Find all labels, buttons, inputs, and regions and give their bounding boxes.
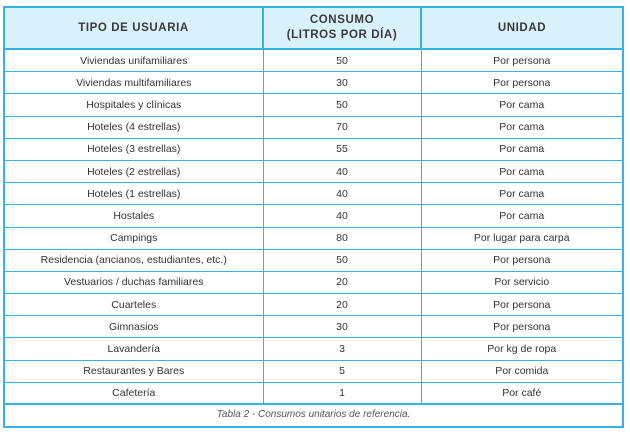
header-unidad: UNIDAD — [421, 8, 622, 49]
table-row — [5, 360, 622, 382]
table-row — [5, 138, 622, 160]
cell-consumo: 20 — [263, 294, 421, 316]
table-row — [5, 338, 622, 360]
cell-tipo: Hoteles (1 estrellas) — [5, 183, 263, 205]
cell-consumo: 55 — [263, 138, 421, 160]
table-body — [5, 49, 622, 405]
header-tipo: TIPO DE USUARIA — [5, 8, 263, 49]
header-consumo-line1: CONSUMO — [309, 14, 375, 26]
cell-consumo: 50 — [263, 94, 421, 116]
table-row — [5, 94, 622, 116]
cell-unidad: Por persona — [421, 294, 622, 316]
cell-consumo: 20 — [263, 271, 421, 293]
table-row — [5, 160, 622, 182]
cell-unidad: Por cama — [421, 138, 622, 160]
cell-tipo: Cuarteles — [5, 294, 263, 316]
cell-tipo: Cafetería — [5, 382, 263, 404]
consumption-table — [5, 8, 622, 405]
table-row — [5, 49, 622, 72]
table-header-row — [5, 8, 622, 49]
cell-unidad: Por cama — [421, 160, 622, 182]
cell-tipo: Vestuarios / duchas familiares — [5, 271, 263, 293]
cell-tipo: Hoteles (3 estrellas) — [5, 138, 263, 160]
cell-unidad: Por servicio — [421, 271, 622, 293]
table-row — [5, 72, 622, 94]
cell-consumo: 1 — [263, 382, 421, 404]
cell-consumo: 40 — [263, 160, 421, 182]
table-row — [5, 249, 622, 271]
cell-tipo: Campings — [5, 227, 263, 249]
cell-consumo: 50 — [263, 49, 421, 72]
cell-consumo: 5 — [263, 360, 421, 382]
cell-consumo: 30 — [263, 316, 421, 338]
cell-tipo: Restaurantes y Bares — [5, 360, 263, 382]
cell-unidad: Por cama — [421, 205, 622, 227]
table-row — [5, 116, 622, 138]
cell-unidad: Por comida — [421, 360, 622, 382]
table-frame — [3, 6, 624, 428]
cell-unidad: Por cama — [421, 116, 622, 138]
table-row — [5, 227, 622, 249]
cell-tipo: Viviendas multifamiliares — [5, 72, 263, 94]
cell-consumo: 40 — [263, 183, 421, 205]
cell-consumo: 70 — [263, 116, 421, 138]
cell-consumo: 3 — [263, 338, 421, 360]
table-row — [5, 382, 622, 404]
cell-unidad: Por persona — [421, 249, 622, 271]
cell-unidad: Por persona — [421, 72, 622, 94]
header-consumo — [263, 8, 421, 49]
cell-tipo: Hoteles (4 estrellas) — [5, 116, 263, 138]
cell-tipo: Hospitales y clínicas — [5, 94, 263, 116]
cell-unidad: Por kg de ropa — [421, 338, 622, 360]
cell-consumo: 80 — [263, 227, 421, 249]
cell-unidad: Por persona — [421, 49, 622, 72]
table-row — [5, 205, 622, 227]
cell-tipo: Hoteles (2 estrellas) — [5, 160, 263, 182]
cell-unidad: Por café — [421, 382, 622, 404]
cell-unidad: Por lugar para carpa — [421, 227, 622, 249]
cell-tipo: Residencia (ancianos, estudiantes, etc.) — [5, 249, 263, 271]
cell-tipo: Hostales — [5, 205, 263, 227]
cell-tipo: Lavandería — [5, 338, 263, 360]
cell-consumo: 30 — [263, 72, 421, 94]
cell-consumo: 50 — [263, 249, 421, 271]
cell-tipo: Gimnasios — [5, 316, 263, 338]
header-consumo-line2: (LITROS POR DÍA) — [286, 29, 398, 41]
cell-unidad: Por cama — [421, 94, 622, 116]
cell-consumo: 40 — [263, 205, 421, 227]
cell-unidad: Por persona — [421, 316, 622, 338]
table-row — [5, 271, 622, 293]
table-caption: Tabla 2 - Consumos unitarios de referencia. — [5, 403, 622, 426]
cell-tipo: Viviendas unifamiliares — [5, 49, 263, 72]
table-row — [5, 183, 622, 205]
table-row — [5, 316, 622, 338]
cell-unidad: Por cama — [421, 183, 622, 205]
table-row — [5, 294, 622, 316]
